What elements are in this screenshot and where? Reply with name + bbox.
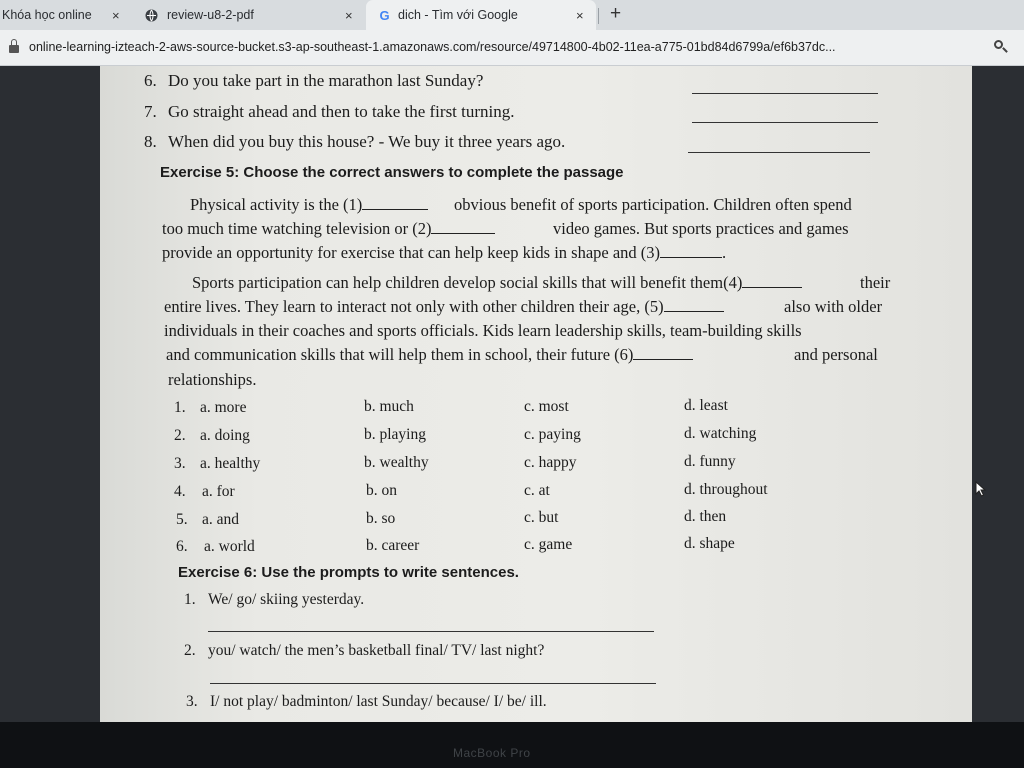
close-tab-icon[interactable]: ×	[112, 7, 120, 23]
question-6	[144, 71, 483, 91]
laptop-bezel	[0, 722, 1024, 768]
blank-5	[664, 300, 724, 312]
option-c: c. happy	[524, 454, 577, 471]
tab-label: review-u8-2-pdf	[167, 8, 254, 22]
close-tab-icon[interactable]: ×	[345, 7, 353, 23]
item-number: 2.	[184, 642, 196, 659]
option-d: d. then	[684, 508, 727, 525]
pdf-viewport[interactable]	[0, 66, 1024, 722]
option-a: a. healthy	[200, 455, 261, 472]
option-b: b. playing	[364, 426, 426, 443]
option-number: 5.	[176, 511, 188, 528]
tab-separator	[598, 8, 599, 24]
option-b: b. much	[364, 398, 414, 415]
blank-3	[660, 246, 722, 258]
passage-line-6: individuals in their coaches and sports officials. Kids learn leadership skills, team-building skills	[164, 321, 802, 340]
option-d: d. least	[684, 397, 728, 414]
new-tab-button[interactable]: +	[610, 3, 622, 24]
device-brand: MacBook Pro	[453, 746, 531, 760]
question-text: Do you take part in the marathon last Sunday?	[168, 71, 484, 90]
option-b: b. wealthy	[364, 454, 429, 471]
exercise-6-item-3	[186, 693, 547, 711]
passage-line-7b: and personal	[794, 345, 878, 364]
exercise-5-title: Exercise 5: Choose the correct answers to complete the passage	[160, 164, 624, 181]
blank-2	[431, 222, 495, 234]
tab-strip	[0, 0, 1024, 30]
option-b: b. so	[366, 510, 396, 527]
tab-khoa-hoc-online[interactable]	[0, 0, 132, 30]
option-b: b. career	[366, 537, 420, 554]
passage-line-4b: their	[860, 273, 891, 292]
passage-line-5b: also with older	[784, 297, 883, 316]
tab-label: Khóa học online	[2, 8, 92, 22]
exercise-6-item-1	[184, 591, 364, 609]
item-text: you/ watch/ the men’s basketball final/ TV/ last night?	[208, 642, 545, 659]
exercise-6-item-2	[184, 642, 544, 660]
answer-line	[692, 122, 878, 123]
question-text: Go straight ahead and then to take the first turning.	[168, 102, 515, 121]
passage-line-4: Sports participation can help children develop social skills that will benefit them(4)	[192, 273, 802, 293]
question-8	[144, 132, 565, 152]
pdf-page	[100, 66, 972, 722]
lock-icon[interactable]	[9, 43, 19, 53]
passage-line-5: entire lives. They learn to interact not only with other children their age, (5)	[164, 297, 724, 317]
option-c: c. most	[524, 398, 569, 415]
url-text[interactable]: online-learning-izteach-2-aws-source-bucket.s3-ap-southeast-1.amazonaws.com/resource/49714800-4b02-11ea-a775-01bd84d6799a/ef6b37dc...	[29, 40, 836, 54]
answer-line	[210, 683, 656, 684]
google-icon: G	[379, 7, 390, 23]
option-a: a. doing	[200, 427, 250, 444]
option-number: 4.	[174, 483, 186, 500]
option-a: a. and	[202, 511, 240, 528]
item-number: 1.	[184, 591, 196, 608]
question-text: When did you buy this house? - We buy it three years ago.	[168, 132, 566, 151]
option-d: d. funny	[684, 453, 736, 470]
option-d: d. watching	[684, 425, 757, 442]
passage-line-3: provide an opportunity for exercise that can help keep kids in shape and (3) .	[162, 243, 727, 262]
option-number: 2.	[174, 427, 186, 444]
zoom-icon[interactable]	[993, 39, 1008, 54]
mouse-cursor-icon	[975, 481, 989, 497]
option-b: b. on	[366, 482, 397, 499]
option-c: c. but	[524, 509, 559, 526]
passage-line-1: Physical activity is the (1)	[190, 195, 428, 215]
option-number: 6.	[176, 538, 188, 555]
option-c: c. game	[524, 536, 573, 553]
passage-line-1b: obvious benefit of sports participation. Children often spend	[454, 195, 852, 214]
blank-1	[362, 198, 428, 210]
question-number: 6.	[144, 71, 157, 90]
option-d: d. throughout	[684, 481, 768, 498]
exercise-6-title: Exercise 6: Use the prompts to write sentences.	[178, 564, 519, 581]
option-a: a. more	[200, 399, 247, 416]
passage-line-2b: video games. But sports practices and games	[553, 219, 849, 238]
item-number: 3.	[186, 693, 198, 710]
question-number: 8.	[144, 132, 157, 151]
passage-line-2: too much time watching television or (2)	[162, 219, 495, 239]
answer-line	[208, 631, 654, 632]
close-tab-icon[interactable]: ×	[576, 7, 584, 23]
item-text: We/ go/ skiing yesterday.	[208, 591, 365, 608]
document-content	[100, 66, 972, 722]
blank-6	[633, 348, 693, 360]
answer-line	[692, 93, 878, 94]
tab-label: dich - Tìm với Google	[398, 8, 518, 22]
blank-4	[742, 276, 802, 288]
question-7	[144, 102, 515, 122]
passage-line-7: and communication skills that will help them in school, their future (6)	[166, 345, 693, 365]
option-c: c. at	[524, 482, 550, 499]
option-d: d. shape	[684, 535, 735, 552]
question-number: 7.	[144, 102, 157, 121]
option-number: 3.	[174, 455, 186, 472]
passage-line-8: relationships.	[168, 370, 257, 389]
item-text: I/ not play/ badminton/ last Sunday/ because/ I/ be/ ill.	[210, 693, 547, 710]
option-number: 1.	[174, 399, 186, 416]
option-a: a. for	[202, 483, 235, 500]
answer-line	[688, 152, 870, 153]
globe-icon	[145, 9, 158, 22]
tab-review-u8-2-pdf[interactable]	[135, 0, 363, 30]
option-a: a. world	[204, 538, 255, 555]
option-c: c. paying	[524, 426, 581, 443]
address-bar[interactable]	[0, 30, 1024, 66]
tab-dich-google[interactable]	[366, 0, 596, 30]
